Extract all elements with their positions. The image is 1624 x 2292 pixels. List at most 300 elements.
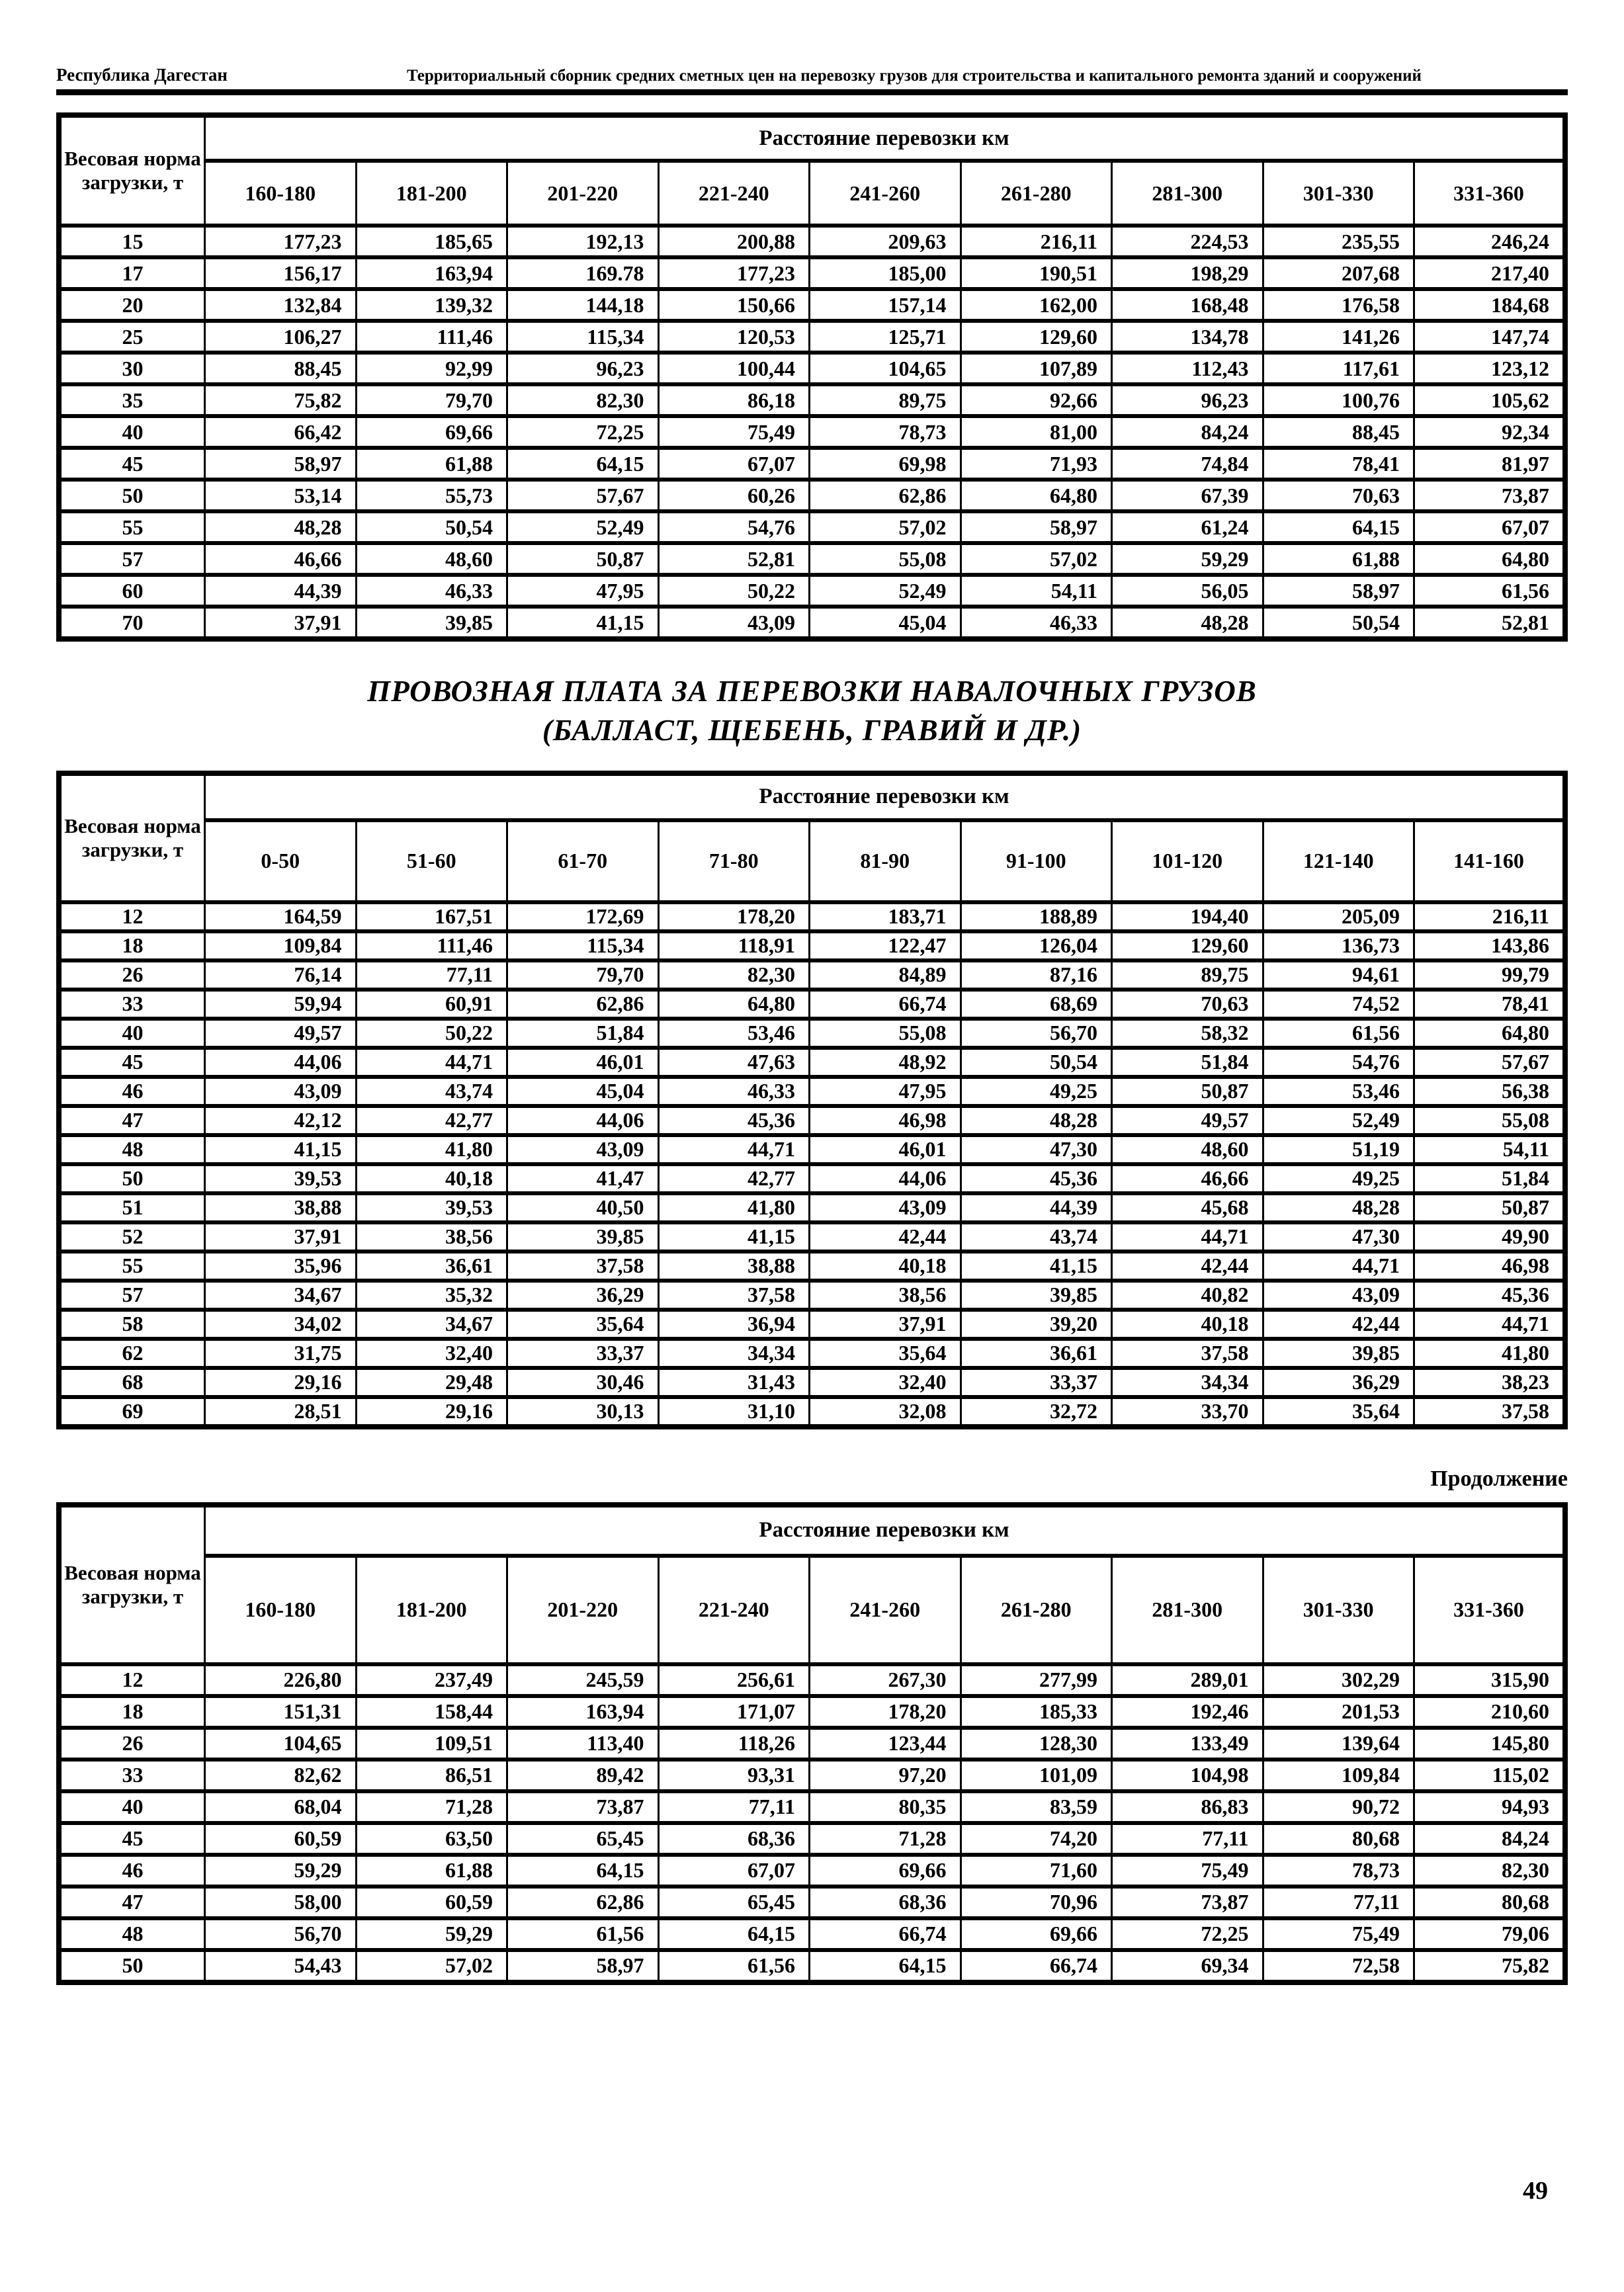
- price-cell: 105,62: [1414, 384, 1566, 416]
- price-cell: 56,70: [961, 1019, 1112, 1048]
- price-cell: 118,26: [658, 1728, 810, 1760]
- price-cell: 41,15: [507, 607, 659, 639]
- price-cell: 46,66: [205, 543, 357, 575]
- price-cell: 157,14: [810, 289, 961, 321]
- price-cell: 156,17: [205, 257, 357, 289]
- price-cell: 72,25: [1112, 1918, 1263, 1950]
- price-cell: 47,95: [810, 1077, 961, 1106]
- price-cell: 185,00: [810, 257, 961, 289]
- price-cell: 185,65: [356, 226, 507, 257]
- price-cell: 51,84: [507, 1019, 659, 1048]
- price-cell: 74,84: [1112, 448, 1263, 480]
- price-cell: 190,51: [961, 257, 1112, 289]
- price-cell: 83,59: [961, 1791, 1112, 1823]
- price-cell: 46,66: [1112, 1164, 1263, 1193]
- price-cell: 56,38: [1414, 1077, 1566, 1106]
- price-cell: 39,85: [961, 1281, 1112, 1310]
- price-cell: 267,30: [810, 1664, 961, 1696]
- price-cell: 29,16: [356, 1397, 507, 1427]
- price-cell: 315,90: [1414, 1664, 1566, 1696]
- weight-cell: 40: [59, 1791, 205, 1823]
- distance-header-cell: 221-240: [658, 161, 810, 226]
- section-title-line2: (БАЛЛАСТ, ЩЕБЕНЬ, ГРАВИЙ И ДР.): [542, 714, 1082, 747]
- price-cell: 55,73: [356, 480, 507, 511]
- price-cell: 235,55: [1263, 226, 1414, 257]
- freight-rate-table-1: [56, 112, 1568, 642]
- price-cell: 44,71: [356, 1048, 507, 1077]
- price-cell: 67,07: [1414, 511, 1566, 543]
- price-cell: 169.78: [507, 257, 659, 289]
- section-title-line1: ПРОВОЗНАЯ ПЛАТА ЗА ПЕРЕВОЗКИ НАВАЛОЧНЫХ ГРУЗОВ: [367, 675, 1257, 708]
- price-cell: 48,92: [810, 1048, 961, 1077]
- price-cell: 35,32: [356, 1281, 507, 1310]
- distance-header-cell: 331-360: [1414, 1556, 1566, 1664]
- table-row: [59, 1252, 1565, 1281]
- weight-cell: 46: [59, 1077, 205, 1106]
- price-cell: 34,67: [356, 1310, 507, 1339]
- price-cell: 42,12: [205, 1106, 357, 1135]
- price-cell: 80,68: [1263, 1823, 1414, 1855]
- price-cell: 32,40: [356, 1339, 507, 1368]
- price-cell: 111,46: [356, 931, 507, 960]
- distance-header-cell: 201-220: [507, 1556, 659, 1664]
- price-cell: 55,08: [1414, 1106, 1566, 1135]
- price-cell: 54,11: [1414, 1135, 1566, 1164]
- price-cell: 99,79: [1414, 960, 1566, 990]
- table-row: [59, 1164, 1565, 1193]
- price-cell: 68,36: [658, 1823, 810, 1855]
- price-cell: 37,58: [658, 1281, 810, 1310]
- price-cell: 64,80: [658, 990, 810, 1019]
- weight-cell: 25: [59, 321, 205, 353]
- table-header-row: [59, 115, 1565, 161]
- price-cell: 42,44: [810, 1222, 961, 1252]
- weight-cell: 35: [59, 384, 205, 416]
- price-cell: 48,28: [1112, 607, 1263, 639]
- price-cell: 96,23: [507, 353, 659, 384]
- price-cell: 246,24: [1414, 226, 1566, 257]
- table-row: [59, 511, 1565, 543]
- price-cell: 60,59: [205, 1823, 357, 1855]
- price-cell: 84,24: [1414, 1823, 1566, 1855]
- price-cell: 80,35: [810, 1791, 961, 1823]
- price-cell: 39,85: [356, 607, 507, 639]
- weight-cell: 60: [59, 575, 205, 607]
- price-cell: 44,06: [810, 1164, 961, 1193]
- price-cell: 36,61: [961, 1339, 1112, 1368]
- price-cell: 64,15: [507, 448, 659, 480]
- price-cell: 69,66: [356, 416, 507, 448]
- price-cell: 226,80: [205, 1664, 357, 1696]
- price-cell: 126,04: [961, 931, 1112, 960]
- price-cell: 73,87: [1112, 1887, 1263, 1918]
- price-cell: 205,09: [1263, 902, 1414, 931]
- price-cell: 76,14: [205, 960, 357, 990]
- price-cell: 41,47: [507, 1164, 659, 1193]
- weight-cell: 62: [59, 1339, 205, 1368]
- price-cell: 39,53: [205, 1164, 357, 1193]
- price-cell: 184,68: [1414, 289, 1566, 321]
- price-cell: 33,37: [961, 1368, 1112, 1397]
- price-cell: 46,98: [810, 1106, 961, 1135]
- price-cell: 35,64: [810, 1339, 961, 1368]
- price-cell: 58,97: [1263, 575, 1414, 607]
- price-cell: 34,34: [658, 1339, 810, 1368]
- price-cell: 29,48: [356, 1368, 507, 1397]
- price-cell: 47,30: [961, 1135, 1112, 1164]
- weight-cell: 52: [59, 1222, 205, 1252]
- weight-cell: 58: [59, 1310, 205, 1339]
- table-row: [59, 1397, 1565, 1427]
- price-cell: 35,64: [507, 1310, 659, 1339]
- price-cell: 38,88: [658, 1252, 810, 1281]
- price-cell: 141,26: [1263, 321, 1414, 353]
- distance-span-header-cell: Расстояние перевозки км: [205, 1505, 1566, 1556]
- price-cell: 50,22: [356, 1019, 507, 1048]
- price-cell: 50,54: [961, 1048, 1112, 1077]
- distance-header-cell: 201-220: [507, 161, 659, 226]
- price-cell: 201,53: [1263, 1696, 1414, 1728]
- distance-header-row: [59, 820, 1565, 902]
- table-row: [59, 1281, 1565, 1310]
- price-cell: 44,06: [205, 1048, 357, 1077]
- price-cell: 92,34: [1414, 416, 1566, 448]
- price-cell: 31,75: [205, 1339, 357, 1368]
- price-cell: 79,70: [356, 384, 507, 416]
- price-cell: 109,84: [205, 931, 357, 960]
- price-cell: 33,70: [1112, 1397, 1263, 1427]
- price-cell: 178,20: [810, 1696, 961, 1728]
- price-cell: 94,61: [1263, 960, 1414, 990]
- weight-cell: 57: [59, 1281, 205, 1310]
- price-cell: 144,18: [507, 289, 659, 321]
- table-row: [59, 1664, 1565, 1696]
- price-cell: 147,74: [1414, 321, 1566, 353]
- price-cell: 35,96: [205, 1252, 357, 1281]
- price-cell: 58,97: [507, 1950, 659, 1982]
- price-cell: 245,59: [507, 1664, 659, 1696]
- price-cell: 54,11: [961, 575, 1112, 607]
- table-row: [59, 1823, 1565, 1855]
- price-cell: 77,11: [1112, 1823, 1263, 1855]
- distance-header-cell: 81-90: [810, 820, 961, 902]
- price-cell: 192,13: [507, 226, 659, 257]
- price-cell: 43,09: [1263, 1281, 1414, 1310]
- price-cell: 36,94: [658, 1310, 810, 1339]
- weight-cell: 45: [59, 448, 205, 480]
- price-cell: 125,71: [810, 321, 961, 353]
- price-cell: 61,56: [658, 1950, 810, 1982]
- table-row: [59, 1887, 1565, 1918]
- price-cell: 29,16: [205, 1368, 357, 1397]
- price-cell: 216,11: [1414, 902, 1566, 931]
- price-cell: 86,18: [658, 384, 810, 416]
- table-row: [59, 543, 1565, 575]
- distance-header-cell: 91-100: [961, 820, 1112, 902]
- table-row: [59, 1368, 1565, 1397]
- price-cell: 57,02: [810, 511, 961, 543]
- price-cell: 36,29: [1263, 1368, 1414, 1397]
- price-cell: 75,49: [1112, 1855, 1263, 1887]
- weight-cell: 15: [59, 226, 205, 257]
- price-cell: 65,45: [658, 1887, 810, 1918]
- price-cell: 48,60: [356, 543, 507, 575]
- price-cell: 32,72: [961, 1397, 1112, 1427]
- price-cell: 75,49: [658, 416, 810, 448]
- weight-cell: 40: [59, 1019, 205, 1048]
- price-cell: 82,30: [1414, 1855, 1566, 1887]
- weight-cell: 70: [59, 607, 205, 639]
- distance-header-cell: 261-280: [961, 161, 1112, 226]
- table-row: [59, 1077, 1565, 1106]
- price-cell: 100,76: [1263, 384, 1414, 416]
- price-cell: 192,46: [1112, 1696, 1263, 1728]
- price-cell: 210,60: [1414, 1696, 1566, 1728]
- price-cell: 92,66: [961, 384, 1112, 416]
- price-cell: 50,54: [1263, 607, 1414, 639]
- price-cell: 117,61: [1263, 353, 1414, 384]
- header-collection-title: Территориальный сборник средних сметных цен на перевозку грузов для строительства и капитального ремонта зданий и сооружений: [407, 67, 1422, 85]
- price-cell: 57,02: [961, 543, 1112, 575]
- price-cell: 43,09: [507, 1135, 659, 1164]
- price-cell: 71,28: [810, 1823, 961, 1855]
- price-cell: 50,87: [1112, 1077, 1263, 1106]
- price-cell: 67,07: [658, 448, 810, 480]
- table-row: [59, 384, 1565, 416]
- weight-cell: 33: [59, 1760, 205, 1791]
- distance-header-cell: 160-180: [205, 161, 357, 226]
- price-cell: 86,83: [1112, 1791, 1263, 1823]
- price-cell: 62,86: [507, 990, 659, 1019]
- price-cell: 54,43: [205, 1950, 357, 1982]
- price-cell: 68,04: [205, 1791, 357, 1823]
- price-cell: 38,23: [1414, 1368, 1566, 1397]
- price-cell: 53,14: [205, 480, 357, 511]
- distance-header-cell: 160-180: [205, 1556, 357, 1664]
- header-region-label: Республика Дагестан: [56, 65, 228, 85]
- price-cell: 42,44: [1263, 1310, 1414, 1339]
- price-cell: 66,74: [961, 1950, 1112, 1982]
- price-cell: 93,31: [658, 1760, 810, 1791]
- price-cell: 94,93: [1414, 1791, 1566, 1823]
- price-cell: 39,53: [356, 1193, 507, 1222]
- price-cell: 46,01: [507, 1048, 659, 1077]
- table-row: [59, 353, 1565, 384]
- price-cell: 71,60: [961, 1855, 1112, 1887]
- price-cell: 143,86: [1414, 931, 1566, 960]
- price-cell: 46,33: [658, 1077, 810, 1106]
- price-cell: 48,28: [1263, 1193, 1414, 1222]
- price-cell: 73,87: [1414, 480, 1566, 511]
- price-cell: 41,80: [356, 1135, 507, 1164]
- table-row: [59, 1696, 1565, 1728]
- price-cell: 45,04: [810, 607, 961, 639]
- weight-cell: 48: [59, 1918, 205, 1950]
- weight-cell: 69: [59, 1397, 205, 1427]
- price-cell: 50,87: [1414, 1193, 1566, 1222]
- weight-cell: 26: [59, 960, 205, 990]
- price-cell: 34,34: [1112, 1368, 1263, 1397]
- price-cell: 58,32: [1112, 1019, 1263, 1048]
- weight-cell: 26: [59, 1728, 205, 1760]
- price-cell: 71,93: [961, 448, 1112, 480]
- price-cell: 63,50: [356, 1823, 507, 1855]
- weight-cell: 45: [59, 1823, 205, 1855]
- price-cell: 59,94: [205, 990, 357, 1019]
- price-cell: 89,42: [507, 1760, 659, 1791]
- weight-cell: 48: [59, 1135, 205, 1164]
- price-cell: 47,30: [1263, 1222, 1414, 1252]
- price-cell: 115,02: [1414, 1760, 1566, 1791]
- price-cell: 177,23: [658, 257, 810, 289]
- price-cell: 47,63: [658, 1048, 810, 1077]
- price-cell: 80,68: [1414, 1887, 1566, 1918]
- table-row: [59, 990, 1565, 1019]
- price-cell: 64,15: [507, 1855, 659, 1887]
- price-cell: 66,74: [810, 1918, 961, 1950]
- price-cell: 209,63: [810, 226, 961, 257]
- price-cell: 32,08: [810, 1397, 961, 1427]
- weight-cell: 12: [59, 902, 205, 931]
- price-cell: 37,91: [205, 1222, 357, 1252]
- table-row: [59, 1310, 1565, 1339]
- price-cell: 100,44: [658, 353, 810, 384]
- price-cell: 134,78: [1112, 321, 1263, 353]
- price-cell: 86,51: [356, 1760, 507, 1791]
- price-cell: 113,40: [507, 1728, 659, 1760]
- price-cell: 41,80: [658, 1193, 810, 1222]
- price-cell: 49,90: [1414, 1222, 1566, 1252]
- table-row: [59, 1918, 1565, 1950]
- price-cell: 52,81: [1414, 607, 1566, 639]
- table-row: [59, 1048, 1565, 1077]
- price-cell: 51,84: [1414, 1164, 1566, 1193]
- table-row: [59, 448, 1565, 480]
- price-cell: 77,11: [356, 960, 507, 990]
- price-cell: 277,99: [961, 1664, 1112, 1696]
- price-cell: 46,98: [1414, 1252, 1566, 1281]
- price-cell: 123,12: [1414, 353, 1566, 384]
- price-cell: 31,10: [658, 1397, 810, 1427]
- price-cell: 120,53: [658, 321, 810, 353]
- price-cell: 40,18: [810, 1252, 961, 1281]
- price-cell: 60,59: [356, 1887, 507, 1918]
- weight-cell: 17: [59, 257, 205, 289]
- weight-norm-header-cell: Весовая норма загрузки, т: [59, 773, 205, 902]
- price-cell: 49,57: [1112, 1106, 1263, 1135]
- price-cell: 89,75: [810, 384, 961, 416]
- price-cell: 74,20: [961, 1823, 1112, 1855]
- price-cell: 67,39: [1112, 480, 1263, 511]
- price-cell: 122,47: [810, 931, 961, 960]
- price-cell: 40,50: [507, 1193, 659, 1222]
- price-cell: 61,88: [356, 1855, 507, 1887]
- price-cell: 37,58: [507, 1252, 659, 1281]
- price-cell: 61,56: [1263, 1019, 1414, 1048]
- table-row: [59, 1106, 1565, 1135]
- price-cell: 49,25: [961, 1077, 1112, 1106]
- price-cell: 69,66: [810, 1855, 961, 1887]
- price-cell: 47,95: [507, 575, 659, 607]
- table-row: [59, 1193, 1565, 1222]
- price-cell: 51,19: [1263, 1135, 1414, 1164]
- price-cell: 60,26: [658, 480, 810, 511]
- price-cell: 30,13: [507, 1397, 659, 1427]
- price-cell: 151,31: [205, 1696, 357, 1728]
- price-cell: 256,61: [658, 1664, 810, 1696]
- price-cell: 52,49: [1263, 1106, 1414, 1135]
- price-cell: 75,82: [205, 384, 357, 416]
- price-cell: 145,80: [1414, 1728, 1566, 1760]
- price-cell: 60,91: [356, 990, 507, 1019]
- price-cell: 81,00: [961, 416, 1112, 448]
- price-cell: 139,32: [356, 289, 507, 321]
- price-cell: 87,16: [961, 960, 1112, 990]
- price-cell: 66,74: [810, 990, 961, 1019]
- price-cell: 111,46: [356, 321, 507, 353]
- price-cell: 75,49: [1263, 1918, 1414, 1950]
- price-cell: 39,85: [507, 1222, 659, 1252]
- price-cell: 37,91: [810, 1310, 961, 1339]
- price-cell: 70,63: [1263, 480, 1414, 511]
- table-row: [59, 1760, 1565, 1791]
- price-cell: 88,45: [205, 353, 357, 384]
- price-cell: 217,40: [1414, 257, 1566, 289]
- weight-cell: 40: [59, 416, 205, 448]
- price-cell: 112,43: [1112, 353, 1263, 384]
- price-cell: 136,73: [1263, 931, 1414, 960]
- price-cell: 64,15: [658, 1918, 810, 1950]
- price-cell: 200,88: [658, 226, 810, 257]
- price-cell: 183,71: [810, 902, 961, 931]
- price-cell: 54,76: [658, 511, 810, 543]
- freight-rate-table-2: [56, 771, 1568, 1429]
- price-cell: 92,99: [356, 353, 507, 384]
- price-cell: 109,51: [356, 1728, 507, 1760]
- distance-header-cell: 281-300: [1112, 1556, 1263, 1664]
- price-cell: 45,36: [961, 1164, 1112, 1193]
- price-cell: 59,29: [356, 1918, 507, 1950]
- price-cell: 81,97: [1414, 448, 1566, 480]
- price-cell: 28,51: [205, 1397, 357, 1427]
- table-row: [59, 321, 1565, 353]
- table-row: [59, 289, 1565, 321]
- price-cell: 224,53: [1112, 226, 1263, 257]
- price-cell: 41,15: [658, 1222, 810, 1252]
- price-cell: 61,24: [1112, 511, 1263, 543]
- price-cell: 68,36: [810, 1887, 961, 1918]
- price-cell: 41,15: [961, 1252, 1112, 1281]
- price-cell: 70,96: [961, 1887, 1112, 1918]
- table-row: [59, 1728, 1565, 1760]
- price-cell: 64,15: [1263, 511, 1414, 543]
- table-row: [59, 1791, 1565, 1823]
- price-cell: 45,04: [507, 1077, 659, 1106]
- price-cell: 172,69: [507, 902, 659, 931]
- price-cell: 64,80: [961, 480, 1112, 511]
- price-cell: 35,64: [1263, 1397, 1414, 1427]
- price-cell: 48,28: [961, 1106, 1112, 1135]
- price-cell: 61,56: [507, 1918, 659, 1950]
- price-cell: 66,42: [205, 416, 357, 448]
- distance-header-cell: 51-60: [356, 820, 507, 902]
- table-row: [59, 1339, 1565, 1368]
- price-cell: 82,30: [658, 960, 810, 990]
- distance-header-cell: 301-330: [1263, 161, 1414, 226]
- price-cell: 106,27: [205, 321, 357, 353]
- price-cell: 50,22: [658, 575, 810, 607]
- distance-header-cell: 221-240: [658, 1556, 810, 1664]
